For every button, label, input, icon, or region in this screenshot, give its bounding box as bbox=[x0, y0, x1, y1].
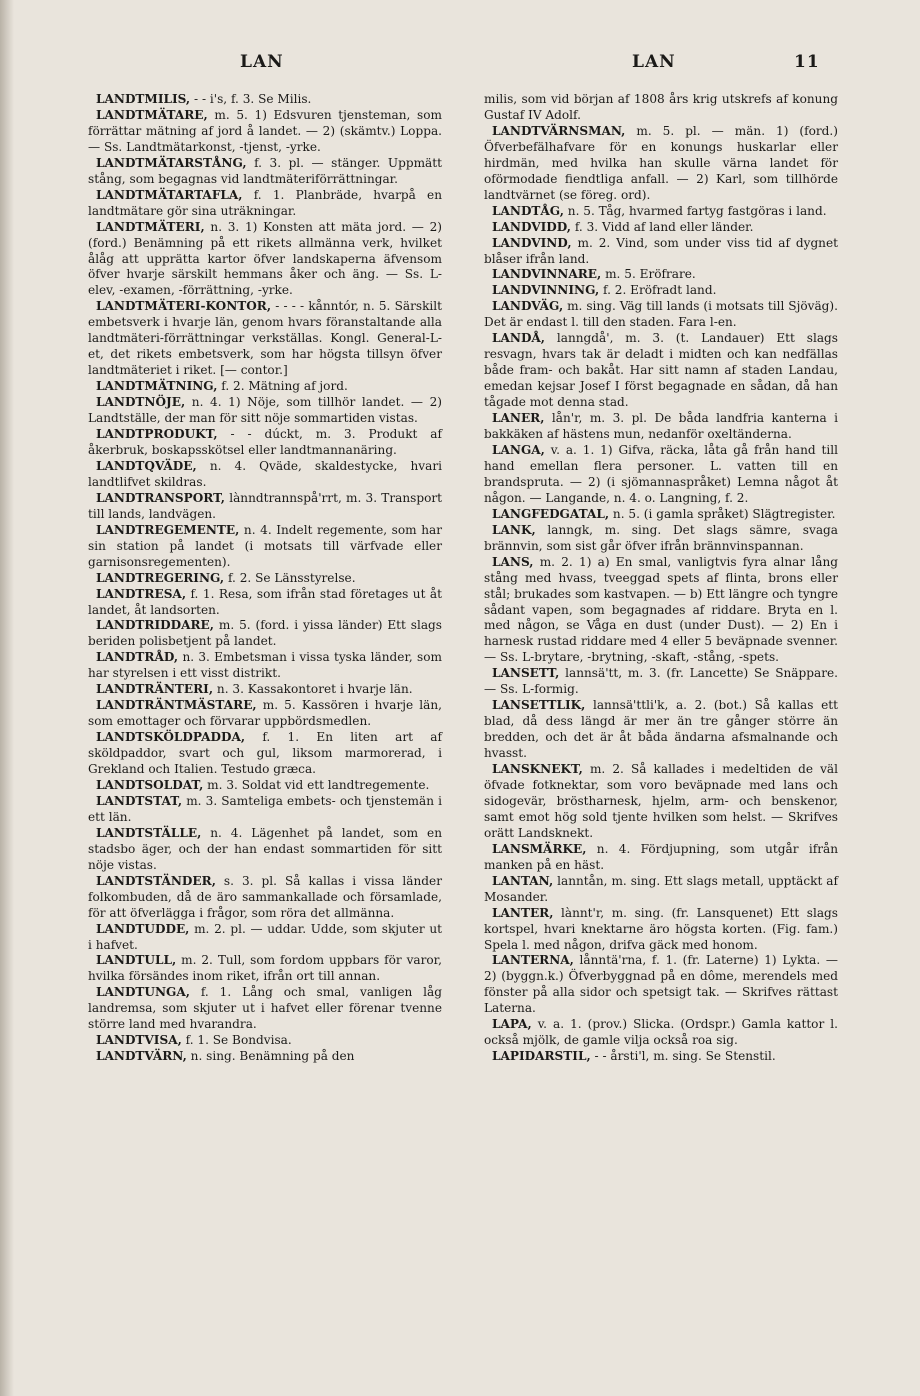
entry-headword: LANDVINNING, bbox=[492, 283, 600, 298]
dictionary-entry bbox=[88, 618, 442, 650]
entry-definition: n. 5. (i gamla språket) Slägtregister. bbox=[612, 506, 836, 521]
entry-headword: LANDTUDDE, bbox=[96, 921, 190, 936]
dictionary-entry bbox=[88, 682, 442, 698]
entry-definition: n. 3. 1) Konsten att mäta jord. — 2) (ford.) Benämning på ett rikets allmänna verk, hvilket ålåg att upprätta kartor öfver landskaperna äfvensom öfver hvarje särskilt hemmans åker och äng. — Ss. L-elev, -examen, -förrättning, -yrke. bbox=[88, 219, 442, 298]
right-column bbox=[484, 92, 838, 1065]
entry-headword: LANK, bbox=[492, 522, 536, 537]
entry-headword: LAPA, bbox=[492, 1017, 532, 1032]
entry-definition: f. 1. Planbräde, hvarpå en landtmätare gör sina uträkningar. bbox=[88, 187, 442, 218]
entry-definition: f. 1. Lång och smal, vanligen låg landremsa, som skjuter ut i hafvet eller förenar tvenne större land med hvarandra. bbox=[88, 985, 442, 1032]
dictionary-entry bbox=[88, 587, 442, 619]
entry-headword: LANDTULL, bbox=[96, 953, 177, 968]
entry-definition: v. a. 1. (prov.) Slicka. (Ordspr.) Gamla kattor l. också mjölk, de gamle vilja också roa sig. bbox=[484, 1017, 838, 1048]
entry-definition: lannsä'ttli'k, a. 2. (bot.) Så kallas ett blad, då dess längd är mer än tre gånger större än bredden, och det är åt båda ändarna afsmalnande och hvasst. bbox=[484, 698, 838, 761]
entry-headword: LANGFEDGATAL, bbox=[492, 506, 610, 521]
entry-definition: n. sing. Benämning på den bbox=[190, 1049, 355, 1064]
left-guide-word: LAN bbox=[240, 52, 284, 72]
entry-headword: LANDTVISA, bbox=[96, 1033, 182, 1048]
dictionary-entry bbox=[484, 236, 838, 268]
entry-headword: LANSETTLIK, bbox=[492, 698, 586, 713]
dictionary-entry bbox=[484, 1017, 838, 1049]
dictionary-entry bbox=[88, 523, 442, 571]
entry-headword: LAPIDARSTIL, bbox=[492, 1049, 591, 1064]
entry-headword: LANER, bbox=[492, 411, 545, 426]
entry-definition: m. 3. Soldat vid ett landtregemente. bbox=[207, 777, 430, 792]
entry-headword: LANDTMÄTARE, bbox=[96, 107, 208, 122]
entry-definition: lån'r, m. 3. pl. De båda landfria kanterna i bakkäken af hästens mun, nedanför oxeltänderna. bbox=[484, 411, 838, 442]
dictionary-entry bbox=[88, 491, 442, 523]
entry-headword: LANDTMÄTNING, bbox=[96, 379, 218, 394]
entry-definition: f. 2. Se Länsstyrelse. bbox=[227, 570, 356, 585]
entry-headword: LANDTVÄRNSMAN, bbox=[492, 123, 626, 138]
entry-definition: lannsä'tt, m. 3. (fr. Lancette) Se Snäppare. — Ss. L-formig. bbox=[484, 666, 838, 697]
dictionary-entry bbox=[88, 108, 442, 156]
entry-definition: m. 2. Så kallades i medeltiden de väl öfvade fotknektar, som voro beväpnade med lans och sidogevär, bröstharnesk, hjelm, arm- och benskenor, samt emot hög sold tjente hvilken som helst. — Skrifves orätt Landsknekt. bbox=[484, 762, 838, 840]
entry-headword: LANDTSOLDAT, bbox=[96, 777, 204, 792]
dictionary-entry bbox=[484, 267, 838, 283]
entry-headword: LANGA, bbox=[492, 442, 545, 457]
dictionary-entry bbox=[484, 874, 838, 906]
entry-headword: LANDTÅG, bbox=[492, 203, 564, 218]
entry-definition: n. 4. 1) Nöje, som tillhör landet. — 2) Landtställe, der man för sitt nöje sommartiden vistas. bbox=[88, 395, 442, 426]
entry-headword: LANDTREGERING, bbox=[96, 570, 225, 585]
dictionary-entry bbox=[88, 826, 442, 874]
dictionary-entry bbox=[484, 204, 838, 220]
entry-headword: LANTER, bbox=[492, 905, 554, 920]
dictionary-entry bbox=[88, 220, 442, 300]
dictionary-entry bbox=[88, 794, 442, 826]
entry-headword: LANDTSTÄNDER, bbox=[96, 873, 216, 888]
entry-definition: n. 4. Lägenhet på landet, som en stadsbo äger, och der han endast sommartiden för sitt nöje vistas. bbox=[88, 825, 442, 872]
entry-definition: f. 3. pl. — stänger. Uppmätt stång, som begagnas vid landtmäteriförrättningar. bbox=[88, 155, 442, 186]
dictionary-entry bbox=[484, 443, 838, 507]
entry-definition: m. sing. Väg till lands (i motsats till Sjöväg). Det är endast l. till den staden. Fara l-en. bbox=[484, 299, 838, 330]
entry-definition: m. 5. pl. — män. 1) (ford.) Öfverbefälhafvare för en konungs huskarlar eller hirdmän, med hvilka han skulle värna landet för oförmodade fiendtliga anfall. — 2) Karl, som tillhörde landtvärnet (se föreg. ord). bbox=[484, 123, 838, 202]
entry-headword: LANDTSKÖLDPADDA, bbox=[96, 730, 246, 745]
dictionary-entry bbox=[88, 299, 442, 379]
dictionary-entry bbox=[88, 730, 442, 778]
entry-headword: LANDTMÄTERI, bbox=[96, 219, 205, 234]
entry-definition: m. 2. pl. — uddar. Udde, som skjuter ut i hafvet. bbox=[88, 921, 442, 952]
entry-headword: LANDTMÄTARSTÅNG, bbox=[96, 155, 247, 170]
dictionary-entry bbox=[484, 283, 838, 299]
right-guide-word: LAN bbox=[632, 52, 676, 72]
entry-definition: lanntån, m. sing. Ett slags metall, upptäckt af Mosander. bbox=[484, 873, 838, 904]
entry-definition: n. 5. Tåg, hvarmed fartyg fastgöras i land. bbox=[567, 203, 827, 218]
entry-headword: LANDTMÄTERI-KONTOR, bbox=[96, 299, 272, 314]
dictionary-entry bbox=[88, 459, 442, 491]
dictionary-entry bbox=[88, 188, 442, 220]
entry-headword: LANTERNA, bbox=[492, 953, 574, 968]
dictionary-entry bbox=[88, 1033, 442, 1049]
entry-definition: n. 3. Embetsman i vissa tyska länder, som har styrelsen i ett visst distrikt. bbox=[88, 650, 442, 681]
entry-definition: s. 3. pl. Så kallas i vissa länder folkombuden, då de äro sammankallade och församlade, för att öfverlägga i frågor, som röra det allmänna. bbox=[88, 873, 442, 920]
dictionary-entry bbox=[88, 571, 442, 587]
page-header bbox=[0, 52, 920, 76]
page-binding-shadow bbox=[0, 0, 14, 1396]
entry-definition: - - dúckt, m. 3. Produkt af åkerbruk, boskapsskötsel eller landtmannanäring. bbox=[88, 427, 442, 457]
entry-headword: LANS, bbox=[492, 554, 534, 569]
entry-definition: m. 5. Eröfrare. bbox=[605, 267, 696, 282]
entry-headword: LANDVÄG, bbox=[492, 299, 564, 314]
entry-definition: m. 5. Kassören i hvarje län, som emottager och förvarar uppbördsmedlen. bbox=[88, 698, 442, 729]
entry-headword: LANSMÄRKE, bbox=[492, 841, 587, 856]
entry-headword: LANDTNÖJE, bbox=[96, 395, 186, 410]
dictionary-entry bbox=[88, 395, 442, 427]
dictionary-entry bbox=[88, 156, 442, 188]
dictionary-entry bbox=[484, 698, 838, 762]
dictionary-entry bbox=[88, 922, 442, 954]
entry-definition: f. 1. Resa, som ifrån stad företages ut åt landet, åt landsorten. bbox=[88, 586, 442, 617]
entry-headword: LANSETT, bbox=[492, 666, 560, 681]
entry-definition: n. 3. Kassakontoret i hvarje län. bbox=[216, 682, 413, 697]
entry-definition: lanngdå', m. 3. (t. Landauer) Ett slags resvagn, hvars tak är deladt i midten och kan nedfällas både fram- och bakåt. Har sitt namn af staden Landau, emedan kejsar Josef I först begagnade en sådan, då han tågade mot denna stad. bbox=[484, 331, 838, 410]
dictionary-entry bbox=[88, 650, 442, 682]
left-column bbox=[88, 92, 442, 1065]
dictionary-entry bbox=[88, 698, 442, 730]
entry-definition: m. 5. (ford. i yissa länder) Ett slags beriden polisbetjent på landet. bbox=[88, 618, 442, 649]
entry-headword: LANDTRÄNTMÄSTARE, bbox=[96, 698, 257, 713]
entry-headword: LANDTMILIS, bbox=[96, 92, 191, 106]
entry-headword: LANTAN, bbox=[492, 873, 554, 888]
entry-headword: LANDTMÄTARTAFLA, bbox=[96, 187, 243, 202]
entry-definition: m. 2. Tull, som fordom uppbars för varor, hvilka försändes inom riket, ifrån ort till annan. bbox=[88, 953, 442, 984]
entry-definition: - - - - kånntór, n. 5. Särskilt embetsverk i hvarje län, genom hvars föranstaltande alla landtmäteri-förrättningar verkställas. Kongl. General-L-et, det rikets embetsverk, som har högsta tillsyn öfver landtmäteriet i riket. [— contor.] bbox=[88, 299, 442, 378]
dictionary-entry bbox=[88, 427, 442, 459]
entry-headword: LANDTQVÄDE, bbox=[96, 458, 197, 473]
entry-definition: v. a. 1. 1) Gifva, räcka, låta gå från hand till hand emellan flera personer. L. vatten till en brandspruta. — 2) (i sjömannaspråket) Lemna något åt någon. — Langande, n. 4. o. Langning, f. 2. bbox=[484, 442, 838, 505]
dictionary-entry bbox=[484, 507, 838, 523]
entry-definition: f. 3. Vidd af land eller länder. bbox=[574, 219, 754, 234]
dictionary-entry bbox=[88, 985, 442, 1033]
dictionary-entry bbox=[484, 220, 838, 236]
entry-definition: lànndtrannspå'rrt, m. 3. Transport till lands, landvägen. bbox=[88, 490, 442, 521]
entry-headword: LANDTRÄNTERI, bbox=[96, 682, 214, 697]
entry-definition: m. 2. 1) a) En smal, vanligtvis fyra alnar lång stång med hvass, tveeggad spets af flinta, brons eller stål; brukades som kastvapen. — b) Ett längre och tyngre sådant vapen, som begagnades af riddare. Bryta en l. med någon, se Våga en dust (under Dust). — 2) En i harnesk rustad riddare med 4 eller 5 beväpnade svenner. — Ss. L-brytare, -brytning, -skaft, -stång, -spets. bbox=[484, 554, 838, 665]
dictionary-entry bbox=[484, 906, 838, 954]
entry-headword: LANDTVÄRN, bbox=[96, 1049, 187, 1064]
entry-headword: LANDTREGEMENTE, bbox=[96, 522, 240, 537]
entry-headword: LANDTPRODUKT, bbox=[96, 427, 218, 442]
dictionary-entry bbox=[484, 953, 838, 1017]
entry-definition: f. 2. Eröfradt land. bbox=[603, 283, 717, 298]
entry-definition: m. 5. 1) Edsvuren tjensteman, som förrättar mätning af jord å landet. — 2) (skämtv.) Loppa. — Ss. Landtmätarkonst, -tjenst, -yrke. bbox=[88, 107, 442, 154]
entry-definition: m. 3. Samteliga embets- och tjenstemän i ett län. bbox=[88, 793, 442, 824]
page-number: 11 bbox=[794, 52, 820, 72]
entry-definition: f. 1. Se Bondvisa. bbox=[185, 1033, 292, 1048]
dictionary-entry bbox=[484, 299, 838, 331]
entry-headword: LANDÅ, bbox=[492, 331, 546, 346]
entry-definition: - - i's, f. 3. Se Milis. bbox=[194, 92, 312, 106]
entry-headword: LANDVIDD, bbox=[492, 219, 572, 234]
dictionary-entry bbox=[484, 523, 838, 555]
entry-definition: n. 4. Qväde, skaldestycke, hvari landtlifvet skildras. bbox=[88, 458, 442, 489]
dictionary-entry bbox=[484, 411, 838, 443]
dictionary-entry bbox=[88, 778, 442, 794]
dictionary-entry bbox=[484, 92, 838, 124]
entry-headword: LANDTRANSPORT, bbox=[96, 490, 225, 505]
entry-headword: LANDTRESA, bbox=[96, 586, 187, 601]
dictionary-entry bbox=[88, 92, 442, 108]
dictionary-entry bbox=[88, 1049, 442, 1065]
entry-definition: f. 1. En liten art af sköldpaddor, svart och gul, liksom marmorerad, i Grekland och Italien. Testudo græca. bbox=[88, 730, 442, 777]
dictionary-entry bbox=[484, 331, 838, 411]
entry-headword: LANDTRÅD, bbox=[96, 650, 179, 665]
dictionary-entry bbox=[484, 666, 838, 698]
entry-headword: LANDVIND, bbox=[492, 235, 572, 250]
entry-headword: LANDTSTÄLLE, bbox=[96, 825, 202, 840]
dictionary-entry bbox=[484, 842, 838, 874]
dictionary-entry bbox=[88, 953, 442, 985]
entry-definition: lanngk, m. sing. Det slags sämre, svaga brännvin, som sist går öfver ifrån brännvinspannan. bbox=[484, 522, 838, 553]
entry-headword: LANDTSTAT, bbox=[96, 793, 183, 808]
entry-headword: LANDVINNARE, bbox=[492, 267, 602, 282]
dictionary-entry bbox=[484, 762, 838, 842]
entry-definition: lànnt'r, m. sing. (fr. Lansquenet) Ett slags kortspel, hvari knektarne äro högsta korten. (Fig. fam.) Spela l. med någon, drifva gäck med honom. bbox=[484, 905, 838, 952]
entry-definition: f. 2. Mätning af jord. bbox=[221, 379, 348, 394]
entry-definition: n. 4. Indelt regemente, som har sin station på landet (i motsats till värfvade eller garnisonsregementen). bbox=[88, 522, 442, 569]
entry-headword: LANDTRIDDARE, bbox=[96, 618, 214, 633]
dictionary-entry bbox=[88, 874, 442, 922]
entry-definition: milis, som vid början af 1808 års krig utskrefs af konung Gustaf IV Adolf. bbox=[484, 92, 838, 122]
entry-definition: lånntä'rna, f. 1. (fr. Laterne) 1) Lykta. — 2) (byggn.k.) Öfverbyggnad på en dôme, merendels med fönster på alla sidor och spetsigt tak. — Skrifves rättast Laterna. bbox=[484, 953, 838, 1016]
entry-definition: n. 4. Fördjupning, som utgår ifrån manken på en häst. bbox=[484, 841, 838, 872]
entry-headword: LANDTUNGA, bbox=[96, 985, 190, 1000]
dictionary-entry bbox=[88, 379, 442, 395]
entry-definition: - - årsti'l, m. sing. Se Stenstil. bbox=[594, 1049, 776, 1064]
entry-headword: LANSKNEKT, bbox=[492, 762, 583, 777]
entry-definition: m. 2. Vind, som under viss tid af dygnet blåser ifrån land. bbox=[484, 235, 838, 266]
dictionary-entry bbox=[484, 1049, 838, 1065]
dictionary-entry bbox=[484, 555, 838, 667]
dictionary-entry bbox=[484, 124, 838, 204]
